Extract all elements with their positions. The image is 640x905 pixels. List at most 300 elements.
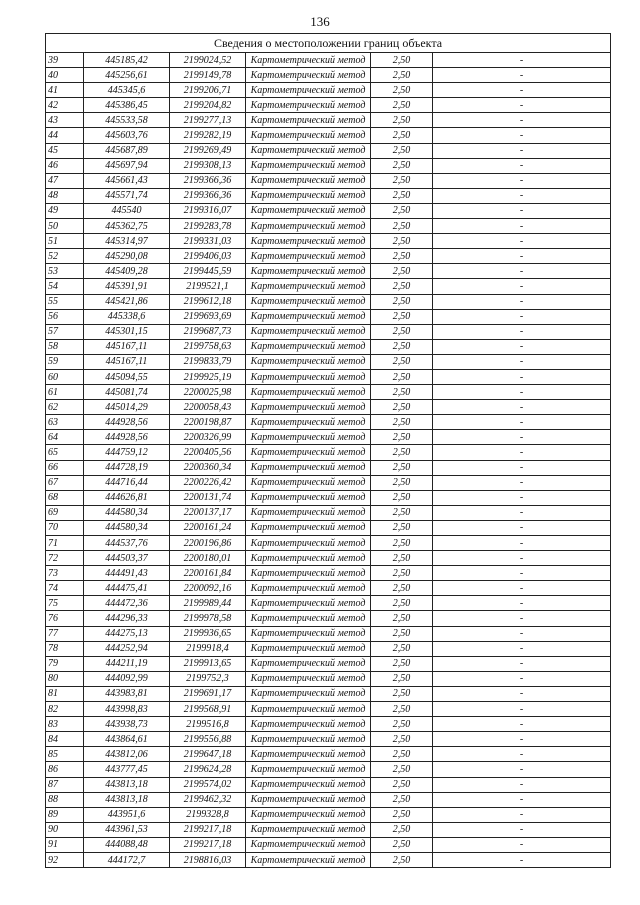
cell-method: Картометрический метод [246,792,371,807]
cell-accuracy: 2,50 [371,807,433,822]
cell-coord-x: 444475,41 [84,581,170,596]
cell-coord-y: 2199269,49 [170,143,246,158]
cell-point-number: 57 [46,324,84,339]
cell-coord-x: 445571,74 [84,188,170,203]
cell-note: - [433,581,611,596]
cell-coord-y: 2199691,17 [170,686,246,701]
cell-accuracy: 2,50 [371,460,433,475]
cell-note: - [433,128,611,143]
cell-coord-x: 445256,61 [84,68,170,83]
cell-coord-y: 2199516,8 [170,717,246,732]
cell-note: - [433,505,611,520]
cell-accuracy: 2,50 [371,717,433,732]
cell-coord-y: 2199521,1 [170,279,246,294]
cell-point-number: 86 [46,762,84,777]
cell-coord-y: 2199647,18 [170,747,246,762]
cell-coord-y: 2199913,65 [170,656,246,671]
cell-point-number: 51 [46,234,84,249]
table-row [46,490,611,505]
cell-point-number: 74 [46,581,84,596]
cell-coord-y: 2200161,24 [170,520,246,535]
cell-accuracy: 2,50 [371,520,433,535]
cell-accuracy: 2,50 [371,294,433,309]
table-row [46,203,611,218]
cell-point-number: 48 [46,188,84,203]
cell-coord-y: 2200326,99 [170,430,246,445]
cell-point-number: 84 [46,732,84,747]
cell-note: - [433,807,611,822]
cell-method: Картометрический метод [246,219,371,234]
table-row [46,777,611,792]
cell-method: Картометрический метод [246,188,371,203]
table-row [46,475,611,490]
cell-note: - [433,143,611,158]
cell-coord-y: 2200180,01 [170,551,246,566]
cell-point-number: 45 [46,143,84,158]
cell-coord-x: 445661,43 [84,173,170,188]
cell-accuracy: 2,50 [371,626,433,641]
cell-accuracy: 2,50 [371,354,433,369]
cell-note: - [433,747,611,762]
cell-point-number: 60 [46,369,84,384]
table-row [46,596,611,611]
cell-accuracy: 2,50 [371,143,433,158]
cell-accuracy: 2,50 [371,309,433,324]
cell-note: - [433,837,611,852]
table-row [46,837,611,852]
cell-coord-y: 2200131,74 [170,490,246,505]
cell-accuracy: 2,50 [371,279,433,294]
page-number: 136 [310,14,330,29]
cell-method: Картометрический метод [246,686,371,701]
cell-method: Картометрический метод [246,671,371,686]
cell-coord-y: 2199752,3 [170,671,246,686]
cell-coord-y: 2199283,78 [170,219,246,234]
cell-coord-y: 2199758,63 [170,339,246,354]
table-row [46,686,611,701]
cell-method: Картометрический метод [246,68,371,83]
cell-accuracy: 2,50 [371,852,433,867]
cell-note: - [433,460,611,475]
cell-accuracy: 2,50 [371,203,433,218]
table-row [46,234,611,249]
table-row [46,656,611,671]
cell-coord-x: 444172,7 [84,852,170,867]
cell-method: Картометрический метод [246,113,371,128]
cell-point-number: 68 [46,490,84,505]
cell-method: Картометрический метод [246,354,371,369]
cell-coord-y: 2199282,19 [170,128,246,143]
table-row [46,128,611,143]
table-row [46,792,611,807]
cell-point-number: 50 [46,219,84,234]
cell-coord-y: 2199308,13 [170,158,246,173]
cell-accuracy: 2,50 [371,249,433,264]
cell-method: Картометрический метод [246,309,371,324]
cell-coord-y: 2200137,17 [170,505,246,520]
cell-coord-x: 444296,33 [84,611,170,626]
cell-point-number: 90 [46,822,84,837]
cell-method: Картометрический метод [246,852,371,867]
cell-accuracy: 2,50 [371,641,433,656]
cell-accuracy: 2,50 [371,369,433,384]
cell-accuracy: 2,50 [371,581,433,596]
cell-accuracy: 2,50 [371,264,433,279]
cell-note: - [433,611,611,626]
cell-accuracy: 2,50 [371,671,433,686]
boundary-coordinates-table [45,33,611,868]
cell-method: Картометрический метод [246,717,371,732]
cell-coord-y: 2199366,36 [170,188,246,203]
table-row [46,309,611,324]
cell-coord-y: 2199149,78 [170,68,246,83]
table-row [46,551,611,566]
cell-accuracy: 2,50 [371,702,433,717]
cell-note: - [433,98,611,113]
cell-coord-y: 2199328,8 [170,807,246,822]
table-row [46,747,611,762]
cell-point-number: 72 [46,551,84,566]
cell-method: Картометрический метод [246,53,371,68]
table-row [46,807,611,822]
cell-note: - [433,188,611,203]
cell-method: Картометрический метод [246,505,371,520]
cell-coord-x: 445533,58 [84,113,170,128]
cell-note: - [433,234,611,249]
cell-accuracy: 2,50 [371,53,433,68]
cell-coord-x: 445094,55 [84,369,170,384]
cell-note: - [433,369,611,384]
cell-point-number: 44 [46,128,84,143]
cell-method: Картометрический метод [246,732,371,747]
cell-note: - [433,702,611,717]
cell-point-number: 67 [46,475,84,490]
table-row [46,83,611,98]
cell-coord-y: 2199331,03 [170,234,246,249]
cell-note: - [433,400,611,415]
cell-method: Картометрический метод [246,626,371,641]
cell-point-number: 87 [46,777,84,792]
cell-note: - [433,53,611,68]
cell-point-number: 78 [46,641,84,656]
cell-method: Картометрический метод [246,611,371,626]
cell-accuracy: 2,50 [371,762,433,777]
table-row [46,219,611,234]
cell-coord-x: 444728,19 [84,460,170,475]
cell-coord-y: 2199024,52 [170,53,246,68]
cell-accuracy: 2,50 [371,430,433,445]
cell-coord-y: 2199366,36 [170,173,246,188]
cell-point-number: 54 [46,279,84,294]
cell-note: - [433,264,611,279]
cell-note: - [433,551,611,566]
cell-point-number: 71 [46,536,84,551]
cell-coord-x: 444211,19 [84,656,170,671]
cell-coord-x: 444759,12 [84,445,170,460]
cell-coord-y: 2199989,44 [170,596,246,611]
table-row [46,505,611,520]
cell-point-number: 92 [46,852,84,867]
cell-method: Картометрический метод [246,83,371,98]
cell-point-number: 62 [46,400,84,415]
table-row [46,717,611,732]
cell-coord-x: 444088,48 [84,837,170,852]
table-row [46,143,611,158]
cell-accuracy: 2,50 [371,98,433,113]
cell-point-number: 52 [46,249,84,264]
table-row [46,68,611,83]
cell-method: Картометрический метод [246,324,371,339]
cell-coord-y: 2198816,03 [170,852,246,867]
cell-coord-x: 444252,94 [84,641,170,656]
table-row [46,400,611,415]
table-row [46,294,611,309]
cell-note: - [433,671,611,686]
cell-point-number: 76 [46,611,84,626]
cell-note: - [433,445,611,460]
cell-point-number: 91 [46,837,84,852]
cell-coord-y: 2199217,18 [170,837,246,852]
cell-accuracy: 2,50 [371,400,433,415]
cell-coord-x: 445540 [84,203,170,218]
cell-accuracy: 2,50 [371,732,433,747]
cell-coord-y: 2199624,28 [170,762,246,777]
cell-coord-x: 443864,61 [84,732,170,747]
table-row [46,430,611,445]
table-row [46,53,611,68]
cell-coord-x: 443951,6 [84,807,170,822]
cell-method: Картометрический метод [246,581,371,596]
cell-coord-x: 443813,18 [84,777,170,792]
cell-accuracy: 2,50 [371,68,433,83]
cell-note: - [433,626,611,641]
cell-coord-x: 443812,06 [84,747,170,762]
cell-coord-y: 2199568,91 [170,702,246,717]
cell-note: - [433,83,611,98]
cell-point-number: 53 [46,264,84,279]
cell-coord-y: 2199277,13 [170,113,246,128]
cell-method: Картометрический метод [246,249,371,264]
cell-accuracy: 2,50 [371,536,433,551]
table-row [46,339,611,354]
cell-coord-y: 2199612,18 [170,294,246,309]
cell-point-number: 70 [46,520,84,535]
cell-coord-x: 443983,81 [84,686,170,701]
cell-coord-x: 443777,45 [84,762,170,777]
cell-point-number: 85 [46,747,84,762]
cell-method: Картометрический метод [246,536,371,551]
cell-coord-y: 2199406,03 [170,249,246,264]
cell-note: - [433,113,611,128]
cell-method: Картометрический метод [246,656,371,671]
cell-method: Картометрический метод [246,264,371,279]
cell-accuracy: 2,50 [371,792,433,807]
cell-note: - [433,430,611,445]
cell-method: Картометрический метод [246,143,371,158]
cell-coord-y: 2200161,84 [170,566,246,581]
cell-coord-x: 444626,81 [84,490,170,505]
cell-point-number: 49 [46,203,84,218]
cell-accuracy: 2,50 [371,686,433,701]
table-row [46,536,611,551]
cell-coord-x: 444491,43 [84,566,170,581]
cell-coord-x: 443938,73 [84,717,170,732]
cell-coord-y: 2200405,56 [170,445,246,460]
cell-point-number: 64 [46,430,84,445]
cell-coord-y: 2199206,71 [170,83,246,98]
cell-coord-x: 444537,76 [84,536,170,551]
cell-coord-x: 443998,83 [84,702,170,717]
cell-point-number: 43 [46,113,84,128]
cell-note: - [433,309,611,324]
cell-accuracy: 2,50 [371,128,433,143]
table-row [46,279,611,294]
cell-coord-x: 444503,37 [84,551,170,566]
cell-point-number: 61 [46,385,84,400]
cell-point-number: 75 [46,596,84,611]
cell-coord-x: 444092,99 [84,671,170,686]
cell-coord-x: 445362,75 [84,219,170,234]
cell-point-number: 46 [46,158,84,173]
cell-coord-x: 445167,11 [84,354,170,369]
cell-point-number: 69 [46,505,84,520]
cell-accuracy: 2,50 [371,837,433,852]
section-title: Сведения о местоположении границ объекта [46,34,611,53]
cell-accuracy: 2,50 [371,505,433,520]
table-row [46,188,611,203]
table-body [46,53,611,868]
cell-accuracy: 2,50 [371,490,433,505]
table-row [46,354,611,369]
cell-point-number: 39 [46,53,84,68]
cell-coord-y: 2199217,18 [170,822,246,837]
cell-note: - [433,219,611,234]
cell-note: - [433,490,611,505]
cell-method: Картометрический метод [246,460,371,475]
cell-point-number: 47 [46,173,84,188]
table-row [46,249,611,264]
cell-coord-x: 445386,45 [84,98,170,113]
cell-accuracy: 2,50 [371,188,433,203]
cell-method: Картометрический метод [246,173,371,188]
cell-point-number: 89 [46,807,84,822]
cell-note: - [433,415,611,430]
cell-coord-x: 445290,08 [84,249,170,264]
cell-point-number: 40 [46,68,84,83]
cell-accuracy: 2,50 [371,551,433,566]
cell-method: Картометрический метод [246,203,371,218]
cell-note: - [433,279,611,294]
cell-coord-y: 2199687,73 [170,324,246,339]
cell-coord-x: 443813,18 [84,792,170,807]
cell-point-number: 73 [46,566,84,581]
table-row [46,369,611,384]
cell-method: Картометрический метод [246,777,371,792]
cell-note: - [433,732,611,747]
cell-note: - [433,158,611,173]
cell-coord-x: 445421,86 [84,294,170,309]
cell-note: - [433,656,611,671]
cell-coord-x: 443961,53 [84,822,170,837]
cell-method: Картометрический метод [246,445,371,460]
table-row [46,324,611,339]
cell-coord-x: 445697,94 [84,158,170,173]
cell-coord-x: 445301,15 [84,324,170,339]
cell-note: - [433,339,611,354]
cell-coord-x: 444928,56 [84,430,170,445]
cell-accuracy: 2,50 [371,113,433,128]
table-row [46,671,611,686]
cell-point-number: 81 [46,686,84,701]
cell-accuracy: 2,50 [371,234,433,249]
cell-note: - [433,385,611,400]
cell-accuracy: 2,50 [371,324,433,339]
cell-point-number: 55 [46,294,84,309]
table-row [46,460,611,475]
cell-method: Картометрический метод [246,294,371,309]
cell-point-number: 59 [46,354,84,369]
table-row [46,611,611,626]
cell-method: Картометрический метод [246,430,371,445]
cell-coord-y: 2199936,65 [170,626,246,641]
table-row [46,385,611,400]
cell-coord-y: 2200360,34 [170,460,246,475]
cell-coord-x: 444580,34 [84,505,170,520]
cell-coord-y: 2199978,58 [170,611,246,626]
cell-note: - [433,324,611,339]
cell-point-number: 79 [46,656,84,671]
cell-coord-x: 445185,42 [84,53,170,68]
cell-point-number: 82 [46,702,84,717]
cell-accuracy: 2,50 [371,747,433,762]
cell-coord-y: 2199204,82 [170,98,246,113]
cell-coord-y: 2199833,79 [170,354,246,369]
cell-accuracy: 2,50 [371,219,433,234]
cell-coord-y: 2200025,98 [170,385,246,400]
cell-accuracy: 2,50 [371,415,433,430]
table-row [46,98,611,113]
cell-point-number: 58 [46,339,84,354]
cell-coord-y: 2200092,16 [170,581,246,596]
table-row [46,520,611,535]
cell-method: Картометрический метод [246,551,371,566]
cell-note: - [433,792,611,807]
cell-method: Картометрический метод [246,98,371,113]
cell-coord-x: 445687,89 [84,143,170,158]
cell-note: - [433,717,611,732]
cell-note: - [433,536,611,551]
cell-note: - [433,203,611,218]
cell-coord-y: 2199462,32 [170,792,246,807]
cell-method: Картометрический метод [246,566,371,581]
cell-method: Картометрический метод [246,807,371,822]
cell-point-number: 41 [46,83,84,98]
cell-note: - [433,249,611,264]
cell-method: Картометрический метод [246,128,371,143]
cell-point-number: 88 [46,792,84,807]
table-row [46,732,611,747]
cell-method: Картометрический метод [246,400,371,415]
cell-coord-y: 2199556,88 [170,732,246,747]
cell-method: Картометрический метод [246,234,371,249]
cell-method: Картометрический метод [246,747,371,762]
cell-note: - [433,294,611,309]
cell-point-number: 80 [46,671,84,686]
cell-coord-x: 445014,29 [84,400,170,415]
cell-method: Картометрический метод [246,520,371,535]
cell-coord-y: 2199693,69 [170,309,246,324]
cell-accuracy: 2,50 [371,445,433,460]
